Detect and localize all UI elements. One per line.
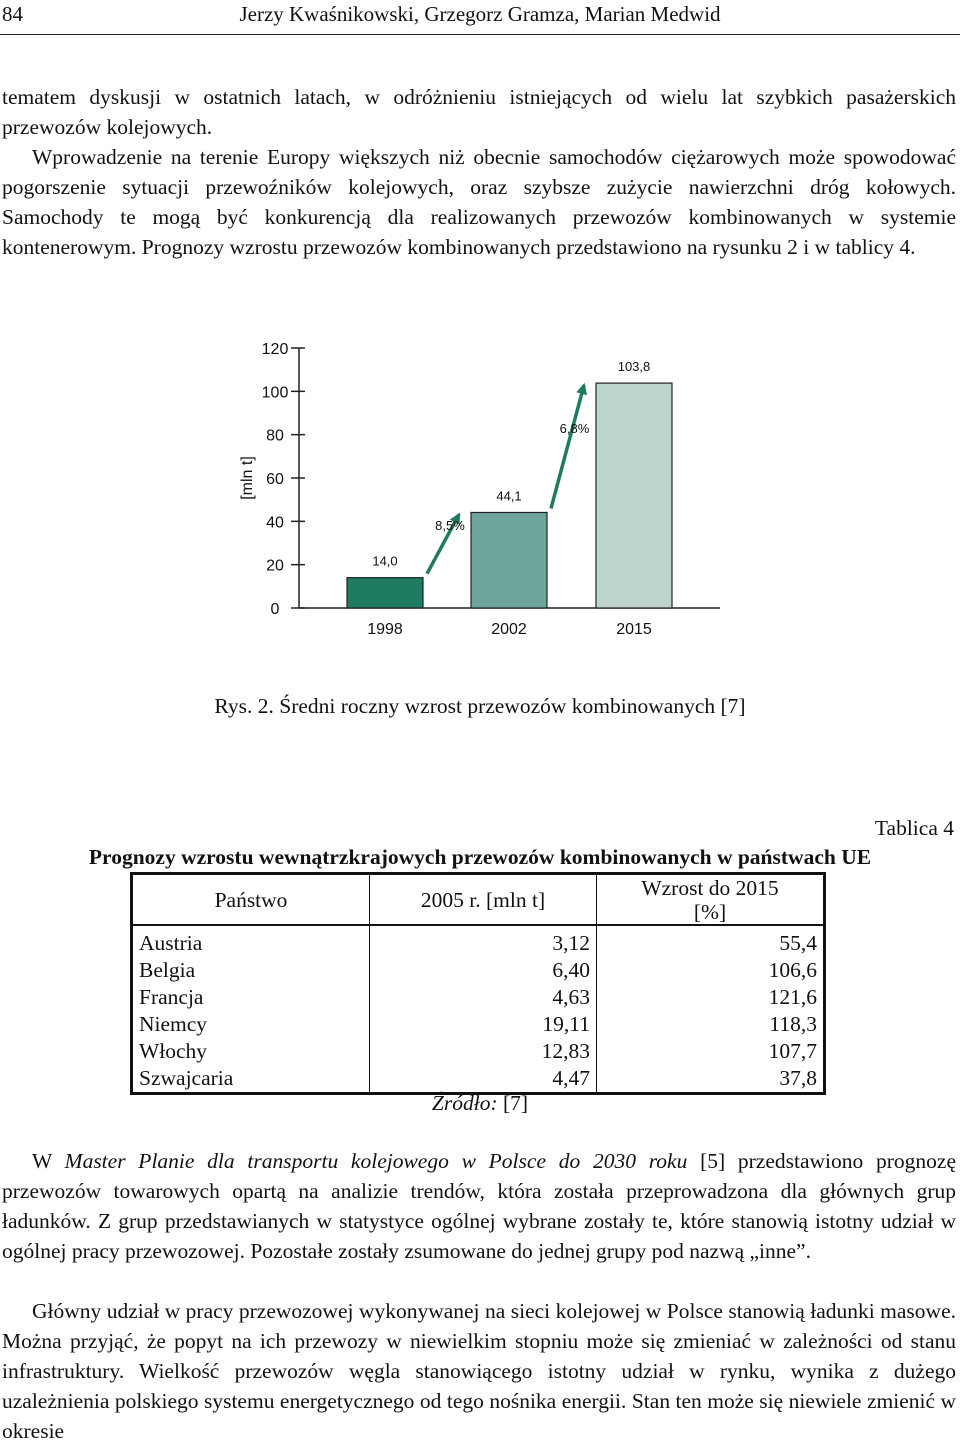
p3-rest: [5] przedstawiono prognozę przewozów towarowych opartą na analizie trendów, która została przeprowadzona dla głównych grup ładunków. Z grup przedstawianych w statystyce ogólnej wybrane zostały te, które stanowią istotny udział w ogólnej pracy przewozowej. Pozostałe zostały zsumowane do jednej grupy pod nazwą „inne”.	[2, 1149, 956, 1263]
body-paragraph-3	[2, 1146, 956, 1266]
table-row	[132, 1038, 825, 1065]
table-row	[132, 925, 825, 957]
header-rule	[0, 34, 960, 35]
y-tick-label: 100	[261, 384, 289, 402]
y-tick-label: 60	[266, 471, 284, 488]
country-cell: Belgia	[132, 957, 370, 984]
intro-paragraph-1: tematem dyskusji w ostatnich latach, w odróżnieniu istniejących od wielu lat szybkich pasażerskich przewozów kolejowych.	[2, 85, 956, 139]
table-header-row	[132, 874, 825, 926]
header-growth	[597, 874, 825, 926]
value-2005-cell: 19,11	[370, 1011, 597, 1038]
table-source	[0, 1091, 960, 1116]
country-cell: Szwajcaria	[132, 1065, 370, 1094]
intro-paragraph-2: Wprowadzenie na terenie Europy większych niż obecnie samochodów ciężarowych może spowodować pogorszenie sytuacji przewoźników kolejowych, oraz szybsze zużycie nawierzchni dróg kołowych. Samochody te mogą być konkurencją dla realizowanych przewozów kombinowanych w systemie kontenerowym. Prognozy wzrostu przewozów kombinowanych przedstawiono na rysunku 2 i w tablicy 4.	[2, 145, 956, 259]
y-tick-label: 40	[266, 514, 284, 532]
x-tick-label: 2002	[491, 621, 527, 638]
bars	[347, 359, 672, 638]
body-paragraph-4: Główny udział w pracy przewozowej wykonywanej na sieci kolejowej w Polsce stanowią ładunki masowe. Można przyjąć, że popyt na ich przewozy w niewielkim stopniu może się zmieniać w zależności od stanu infrastruktury. Wielkość przewozów węgla stanowiącego istotny udział w rynku, wynika z dużego uzależnienia polskiego systemu energetycznego od tego nośnika energii. Stan ten może się niewiele zmienić w okresie	[2, 1299, 956, 1443]
x-tick-label: 2015	[616, 621, 652, 638]
figure-caption: Rys. 2. Średni roczny wzrost przewozów kombinowanych [7]	[214, 694, 746, 718]
table-title: Prognozy wzrostu wewnątrzkrajowych przewozów kombinowanych w państwach UE	[88, 845, 872, 869]
growth-bar-chart	[0, 330, 960, 650]
bar-2015	[596, 383, 672, 608]
value-2005-cell: 4,47	[370, 1065, 597, 1094]
value-2005-cell: 12,83	[370, 1038, 597, 1065]
bar-value-label: 14,0	[372, 553, 398, 569]
growth-arrow	[551, 385, 584, 508]
bar-value-label: 44,1	[496, 488, 522, 504]
header-growth-line1: Wzrost do 2015	[641, 875, 779, 900]
source-label: Źródło:	[431, 1091, 498, 1115]
bar-value-label: 103,8	[617, 359, 651, 375]
growth-rate-label: 8,5%	[435, 518, 465, 534]
growth-cell: 106,6	[597, 957, 825, 984]
bar-2002	[471, 512, 547, 608]
running-head-authors: Jerzy Kwaśnikowski, Grzegorz Gramza, Marian Medwid	[239, 2, 721, 26]
value-2005-cell: 4,63	[370, 984, 597, 1011]
country-cell: Włochy	[132, 1038, 370, 1065]
table-row	[132, 957, 825, 984]
p3-lead: W	[32, 1149, 65, 1173]
growth-cell: 118,3	[597, 1011, 825, 1038]
y-tick-label: 120	[261, 341, 289, 358]
y-axis-label: [mln t]	[239, 456, 256, 500]
source-ref: [7]	[503, 1091, 529, 1115]
growth-cell: 121,6	[597, 984, 825, 1011]
table-row	[132, 1011, 825, 1038]
value-2005-cell: 3,12	[370, 925, 597, 957]
growth-cell: 55,4	[597, 925, 825, 957]
p3-title-italic: Master Planie dla transportu kolejowego w Polsce do 2030 roku	[64, 1149, 688, 1173]
y-tick-label: 20	[266, 557, 284, 575]
country-cell: Niemcy	[132, 1011, 370, 1038]
table-row	[132, 984, 825, 1011]
country-cell: Francja	[132, 984, 370, 1011]
bar-1998	[347, 578, 423, 608]
table-row	[132, 1065, 825, 1094]
header-country: Państwo	[132, 874, 370, 926]
growth-cell: 37,8	[597, 1065, 825, 1094]
value-2005-cell: 6,40	[370, 957, 597, 984]
table-label: Tablica 4	[874, 816, 954, 840]
x-tick-label: 1998	[367, 621, 403, 638]
growth-cell: 107,7	[597, 1038, 825, 1065]
page-header	[0, 0, 960, 34]
forecast-table	[130, 872, 826, 1095]
page-number: 84	[2, 2, 23, 26]
y-tick-label: 0	[270, 601, 280, 618]
header-2005: 2005 r. [mln t]	[370, 874, 597, 926]
table-body	[132, 925, 825, 1094]
y-tick-label: 80	[266, 427, 284, 445]
header-growth-line2: [%]	[693, 899, 727, 924]
country-cell: Austria	[132, 925, 370, 957]
growth-rate-label: 6,8%	[559, 420, 590, 436]
